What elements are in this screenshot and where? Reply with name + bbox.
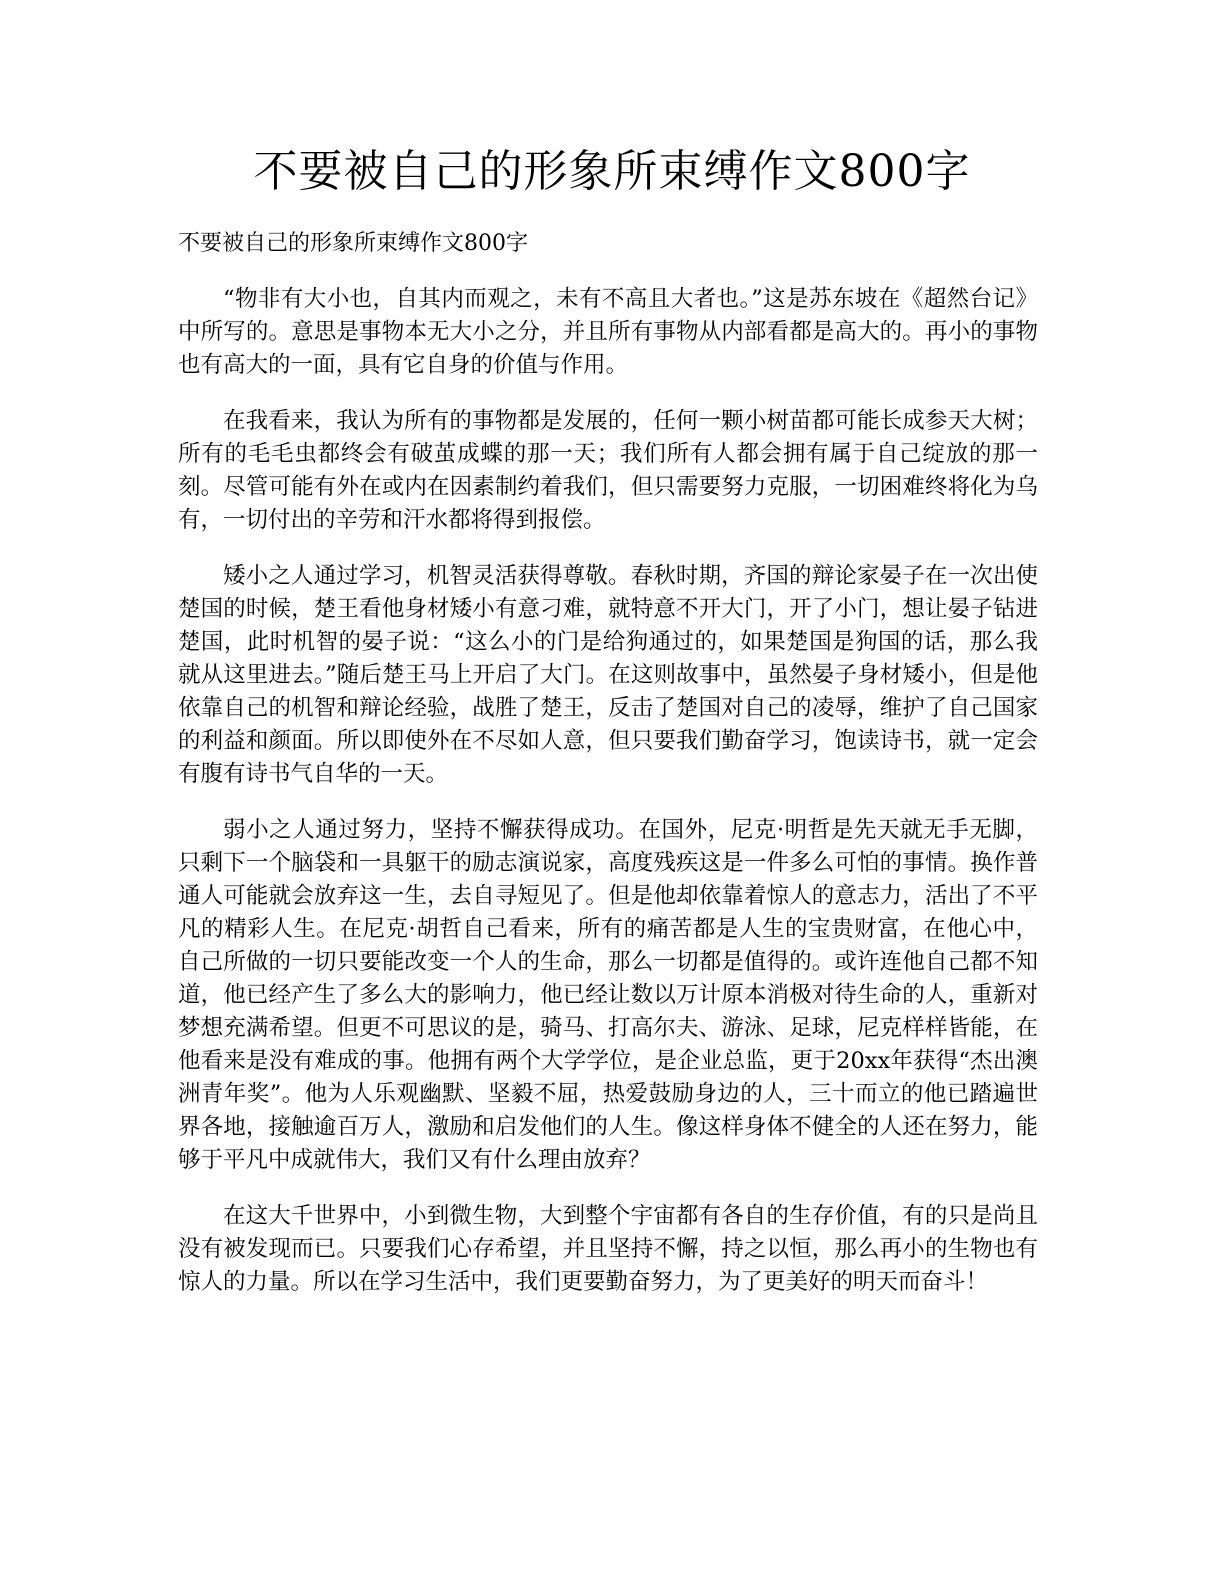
paragraph-1: “物非有大小也，自其内而观之，未有不高且大者也。”这是苏东坡在《超然台记》中所写的。意思是事物本无大小之分，并且所有事物从内部看都是高大的。再小的事物也有高大的一面，具有它自身的价值与作用。: [178, 286, 1038, 378]
document-body: [178, 283, 1038, 1322]
paragraph-3: 矮小之人通过学习，机智灵活获得尊敬。春秋时期，齐国的辩论家晏子在一次出使楚国的时候，楚王看他身材矮小有意刁难，就特意不开大门，开了小门，想让晏子钻进楚国，此时机智的晏子说：“这么小的门是给狗通过的，如果楚国是狗国的话，那么我就从这里进去。”随后楚王马上开启了大门。在这则故事中，虽然晏子身材矮小，但是他依靠自己的机智和辩论经验，战胜了楚王，反击了楚国对自己的凌辱，维护了自己国家的利益和颜面。所以即使外在不尽如人意，但只要我们勤奋学习，饱读诗书，就一定会有腹有诗书气自华的一天。: [178, 563, 1038, 787]
document-title: 不要被自己的形象所束缚作文800字: [253, 146, 971, 197]
paragraph-5: 在这大千世界中，小到微生物，大到整个宇宙都有各自的生存价值，有的只是尚且没有被发现而已。只要我们心存希望，并且坚持不懈，持之以恒，那么再小的生物也有惊人的力量。所以在学习生活中，我们更要勤奋努力，为了更美好的明天而奋斗！: [178, 1203, 1038, 1295]
paragraph-4: 弱小之人通过努力，坚持不懈获得成功。在国外，尼克·明哲是先天就无手无脚，只剩下一个脑袋和一具躯干的励志演说家，高度残疾这是一件多么可怕的事情。换作普通人可能就会放弃这一生，去自寻短见了。但是他却依靠着惊人的意志力，活出了不平凡的精彩人生。在尼克·胡哲自己看来，所有的痛苦都是人生的宝贵财富，在他心中，自己所做的一切只要能改变一个人的生命，那么一切都是值得的。或许连他自己都不知道，他已经产生了多么大的影响力，他已经让数以万计原本消极对待生命的人，重新对梦想充满希望。但更不可思议的是，骑马、打高尔夫、游泳、足球，尼克样样皆能，在他看来是没有难成的事。他拥有两个大学学位，是企业总监，更于20xx年获得“杰出澳洲青年奖”。他为人乐观幽默、坚毅不屈，热爱鼓励身边的人，三十而立的他已踏遍世界各地，接触逾百万人，激励和启发他们的人生。像这样身体不健全的人还在努力，能够于平凡中成就伟大，我们又有什么理由放弃？: [178, 817, 1038, 1173]
document-subtitle: 不要被自己的形象所束缚作文800字: [178, 231, 528, 256]
paragraph-2: 在我看来，我认为所有的事物都是发展的，任何一颗小树苗都可能长成参天大树；所有的毛毛虫都终会有破茧成蝶的那一天；我们所有人都会拥有属于自己绽放的那一刻。尽管可能有外在或内在因素制约着我们，但只需要努力克服，一切困难终将化为乌有，一切付出的辛劳和汗水都将得到报偿。: [178, 408, 1038, 533]
